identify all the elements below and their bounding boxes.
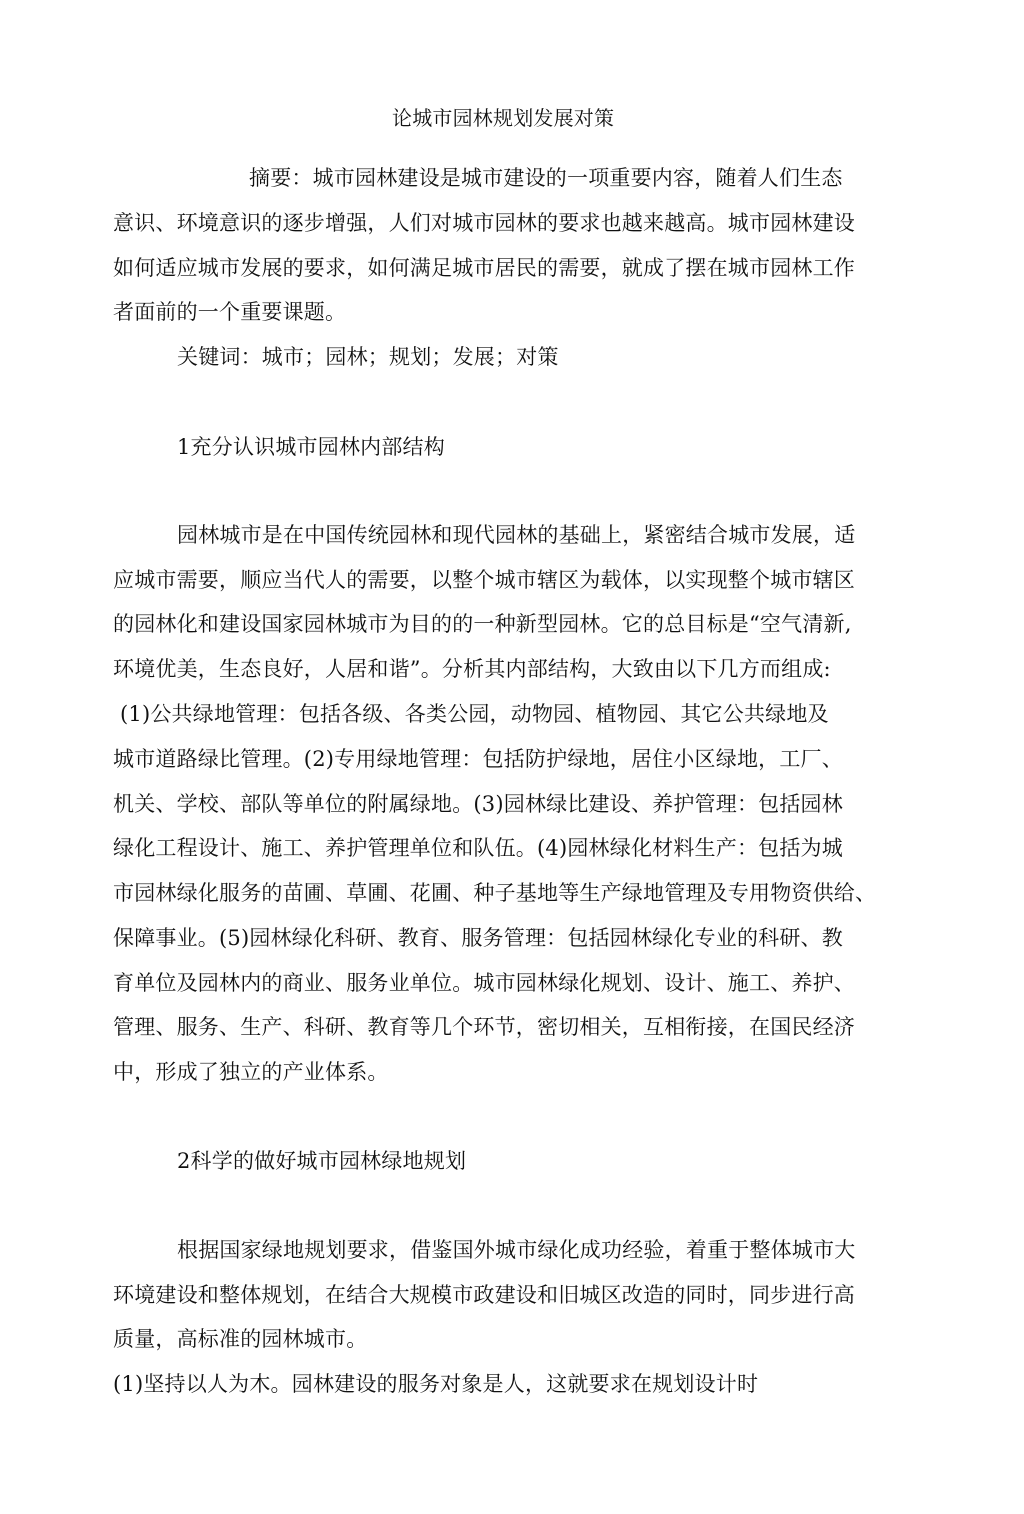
document-title: 论城市园林规划发展对策 [392, 106, 615, 130]
section-heading: 2科学的做好城市园林绿地规划 [177, 1149, 467, 1173]
section-heading: 1充分认识城市园林内部结构 [177, 435, 445, 459]
paragraph-line: 保障事业。(5)园林绿化科研、教育、服务管理：包括园林绿化专业的科研、教 [113, 926, 843, 950]
paragraph-line: 的园林化和建设国家园林城市为目的的一种新型园林。它的总目标是“空气清新, [113, 612, 852, 636]
abstract-line: 如何适应城市发展的要求，如何满足城市居民的需要，就成了摆在城市园林工作 [113, 256, 855, 280]
keywords-line: 关键词：城市；园林；规划；发展；对策 [177, 345, 559, 369]
paragraph-line: 质量，高标准的园林城市。 [113, 1327, 368, 1351]
abstract-line: 意识、环境意识的逐步增强，人们对城市园林的要求也越来越高。城市园林建设 [113, 211, 855, 235]
paragraph-line: 园林城市是在中国传统园林和现代园林的基础上，紧密结合城市发展，适 [177, 523, 856, 547]
paragraph-line: 环境建设和整体规划，在结合大规模市政建设和旧城区改造的同时，同步进行高 [113, 1283, 855, 1307]
paragraph-line: 中，形成了独立的产业体系。 [113, 1060, 389, 1084]
paragraph-line: 绿化工程设计、施工、养护管理单位和队伍。(4)园林绿化材料生产：包括为城 [113, 836, 843, 860]
paragraph-line: (1)公共绿地管理：包括各级、各类公园，动物园、植物园、其它公共绿地及 [120, 702, 829, 726]
paragraph-line: (1)坚持以人为木。园林建设的服务对象是人，这就要求在规划设计时 [113, 1372, 759, 1396]
paragraph-line: 应城市需要，顺应当代人的需要，以整个城市辖区为载体，以实现整个城市辖区 [113, 568, 855, 592]
abstract-line: 摘要：城市园林建设是城市建设的一项重要内容，随着人们生态 [249, 166, 843, 190]
abstract-line: 者面前的一个重要课题。 [113, 300, 347, 324]
paragraph-line: 育单位及园林内的商业、服务业单位。城市园林绿化规划、设计、施工、养护、 [113, 971, 855, 995]
paragraph-line: 市园林绿化服务的苗圃、草圃、花圃、种子基地等生产绿地管理及专用物资供给、 [113, 881, 877, 905]
paragraph-line: 管理、服务、生产、科研、教育等几个环节，密切相关，互相衔接，在国民经济 [113, 1015, 855, 1039]
paragraph-line: 环境优美，生态良好，人居和谐”。分析其内部结构，大致由以下几方而组成: [113, 657, 831, 681]
paragraph-line: 机关、学校、部队等单位的附属绿地。(3)园林绿比建设、养护管理：包括园林 [113, 792, 843, 816]
paragraph-line: 城市道路绿比管理。(2)专用绿地管理：包括防护绿地，居住小区绿地，工厂、 [113, 747, 843, 771]
paragraph-line: 根据国家绿地规划要求，借鉴国外城市绿化成功经验，着重于整体城市大 [177, 1238, 856, 1262]
